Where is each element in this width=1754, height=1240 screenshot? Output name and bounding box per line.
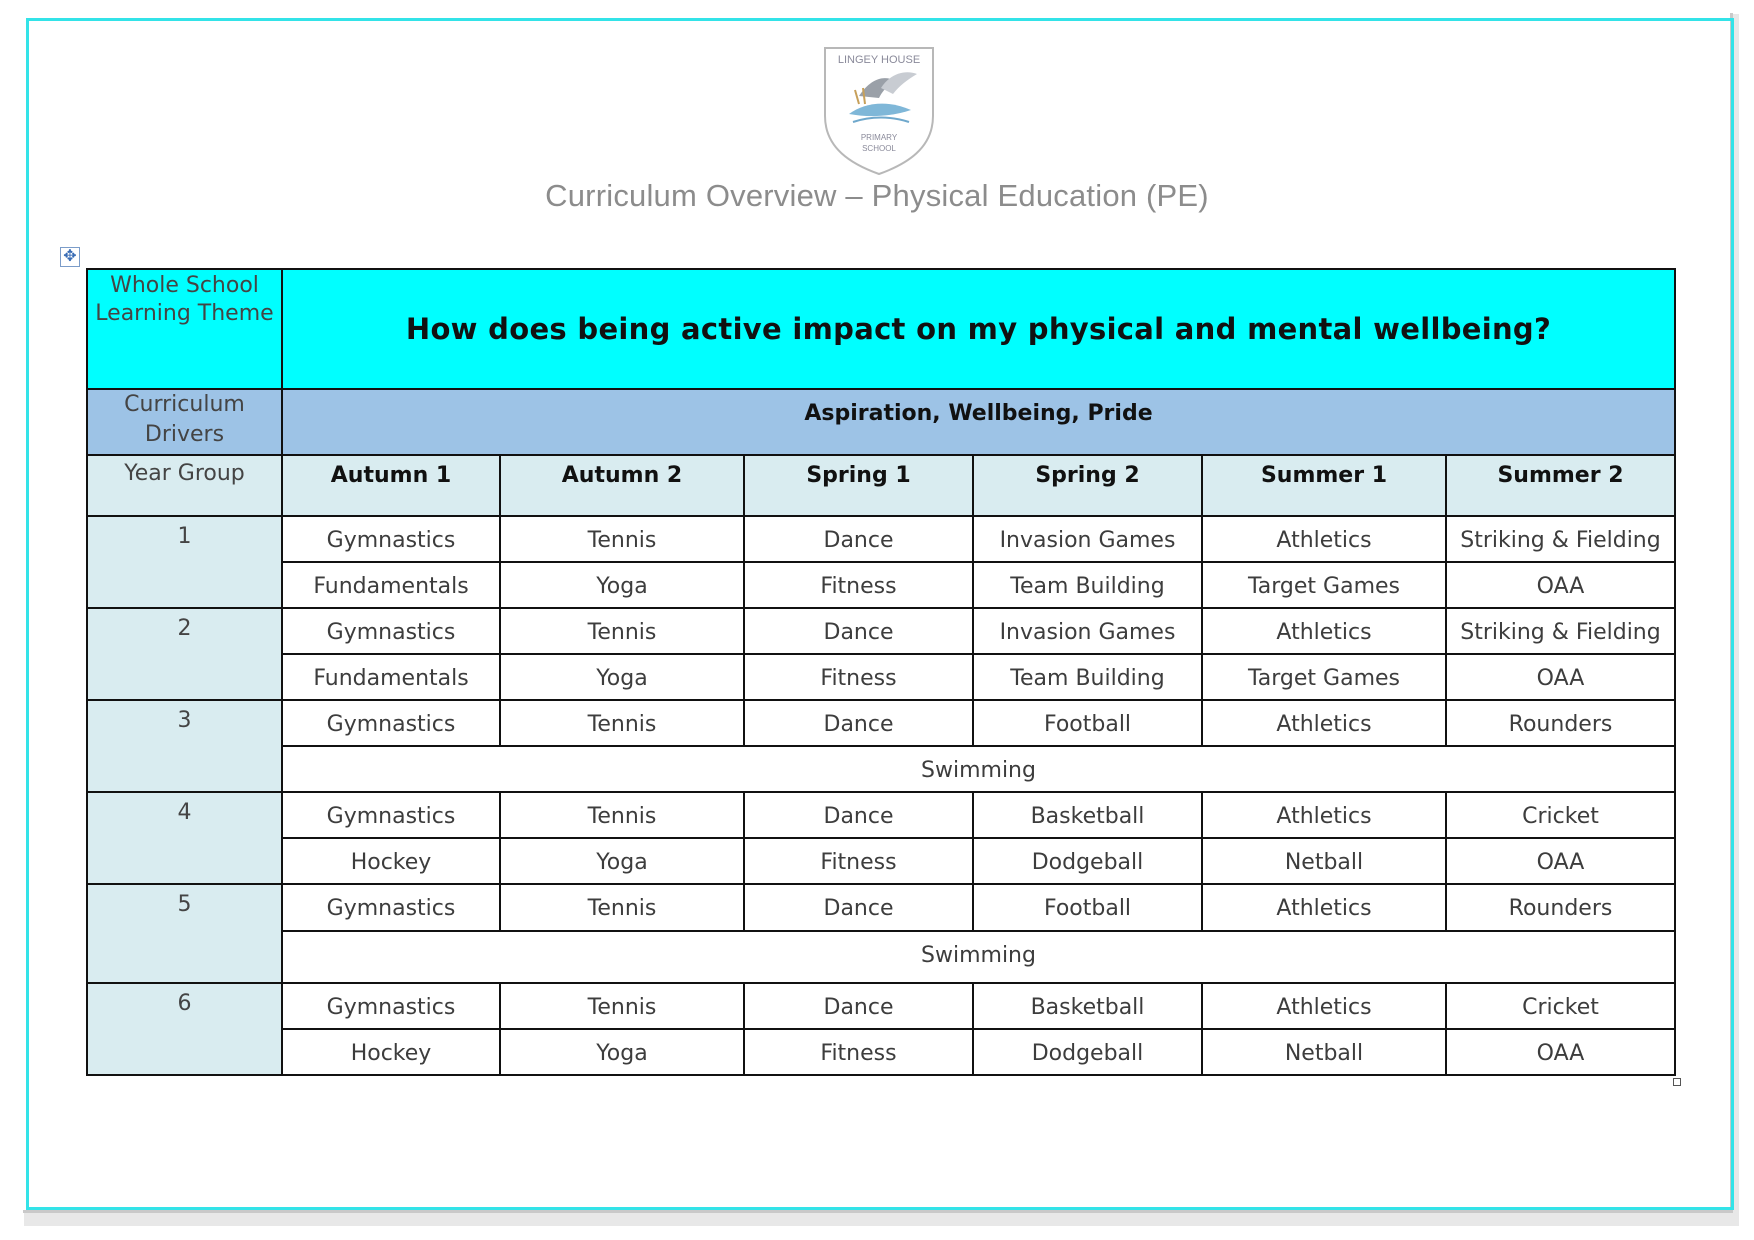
activity-cell: Dance	[744, 792, 973, 838]
activity-cell: Athletics	[1202, 792, 1446, 838]
year-group-cell: 3	[87, 700, 282, 792]
activity-cell: Basketball	[973, 983, 1202, 1029]
table-row	[87, 838, 1675, 884]
table-row	[87, 983, 1675, 1029]
term-header: Autumn 2	[500, 455, 744, 515]
table-row	[87, 516, 1675, 562]
activity-cell: Tennis	[500, 516, 744, 562]
activity-cell: Hockey	[282, 838, 500, 884]
activity-cell: Dance	[744, 608, 973, 654]
activity-cell: Striking & Fielding	[1446, 608, 1675, 654]
activity-cell: Yoga	[500, 1029, 744, 1075]
activity-cell: Team Building	[973, 562, 1202, 608]
activity-cell: Target Games	[1202, 562, 1446, 608]
activity-cell: Athletics	[1202, 608, 1446, 654]
term-header: Autumn 1	[282, 455, 500, 515]
table-row	[87, 700, 1675, 746]
theme-label: Whole School Learning Theme	[87, 269, 282, 389]
theme-question: How does being active impact on my physical and mental wellbeing?	[282, 269, 1675, 389]
activity-cell: Netball	[1202, 1029, 1446, 1075]
activity-cell: Target Games	[1202, 654, 1446, 700]
svg-text:LINGEY HOUSE: LINGEY HOUSE	[837, 54, 921, 66]
activity-cell: Gymnastics	[282, 516, 500, 562]
activity-cell: Dance	[744, 516, 973, 562]
svg-text:PRIMARY: PRIMARY	[860, 133, 898, 142]
svg-text:SCHOOL: SCHOOL	[862, 144, 896, 153]
table-row	[87, 654, 1675, 700]
activity-cell: Invasion Games	[973, 608, 1202, 654]
activity-cell: Gymnastics	[282, 792, 500, 838]
activity-cell: Athletics	[1202, 884, 1446, 930]
activity-cell: Rounders	[1446, 700, 1675, 746]
drivers-values: Aspiration, Wellbeing, Pride	[282, 389, 1675, 455]
activity-cell: Athletics	[1202, 700, 1446, 746]
activity-cell: OAA	[1446, 562, 1675, 608]
table-row	[87, 562, 1675, 608]
school-crest-logo	[819, 44, 939, 176]
activity-cell: Tennis	[500, 700, 744, 746]
activity-cell: Gymnastics	[282, 983, 500, 1029]
activity-cell: OAA	[1446, 838, 1675, 884]
move-handle-icon[interactable]: ✥	[60, 247, 80, 267]
activity-cell: Yoga	[500, 562, 744, 608]
resize-handle-icon[interactable]	[1673, 1078, 1681, 1086]
term-header: Summer 2	[1446, 455, 1675, 515]
activity-cell: Dance	[744, 983, 973, 1029]
activity-cell: Striking & Fielding	[1446, 516, 1675, 562]
activity-cell: Gymnastics	[282, 884, 500, 930]
activity-cell: Gymnastics	[282, 608, 500, 654]
term-header: Summer 1	[1202, 455, 1446, 515]
term-header: Spring 1	[744, 455, 973, 515]
activity-cell: Netball	[1202, 838, 1446, 884]
activity-cell: Tennis	[500, 884, 744, 930]
activity-cell: OAA	[1446, 1029, 1675, 1075]
activity-cell: Dodgeball	[973, 838, 1202, 884]
activity-cell: Fundamentals	[282, 654, 500, 700]
activity-cell: Fitness	[744, 838, 973, 884]
activity-cell: Dodgeball	[973, 1029, 1202, 1075]
year-group-cell: 4	[87, 792, 282, 884]
year-group-label: Year Group	[87, 455, 282, 515]
drivers-label: Curriculum Drivers	[87, 389, 282, 455]
curriculum-table	[86, 268, 1676, 1076]
year-group-cell: 5	[87, 884, 282, 982]
full-year-activity-cell: Swimming	[282, 931, 1675, 983]
table-row	[87, 792, 1675, 838]
activity-cell: Tennis	[500, 983, 744, 1029]
activity-cell: Cricket	[1446, 792, 1675, 838]
year-group-cell: 6	[87, 983, 282, 1075]
activity-cell: Fitness	[744, 562, 973, 608]
table-row	[87, 608, 1675, 654]
activity-cell: Tennis	[500, 792, 744, 838]
activity-cell: Athletics	[1202, 516, 1446, 562]
year-group-cell: 1	[87, 516, 282, 608]
activity-cell: Dance	[744, 700, 973, 746]
activity-cell: Dance	[744, 884, 973, 930]
table-row	[87, 884, 1675, 930]
activity-cell: Yoga	[500, 838, 744, 884]
activity-cell: Cricket	[1446, 983, 1675, 1029]
activity-cell: Team Building	[973, 654, 1202, 700]
table-row	[87, 746, 1675, 792]
term-header: Spring 2	[973, 455, 1202, 515]
table-row	[87, 1029, 1675, 1075]
activity-cell: Hockey	[282, 1029, 500, 1075]
activity-cell: OAA	[1446, 654, 1675, 700]
page-title: Curriculum Overview – Physical Education (PE)	[545, 178, 1209, 213]
activity-cell: Fundamentals	[282, 562, 500, 608]
activity-cell: Football	[973, 884, 1202, 930]
table-row	[87, 931, 1675, 983]
activity-cell: Football	[973, 700, 1202, 746]
full-year-activity-cell: Swimming	[282, 746, 1675, 792]
activity-cell: Basketball	[973, 792, 1202, 838]
year-group-cell: 2	[87, 608, 282, 700]
activity-cell: Fitness	[744, 654, 973, 700]
activity-cell: Fitness	[744, 1029, 973, 1075]
activity-cell: Tennis	[500, 608, 744, 654]
activity-cell: Athletics	[1202, 983, 1446, 1029]
activity-cell: Invasion Games	[973, 516, 1202, 562]
activity-cell: Gymnastics	[282, 700, 500, 746]
activity-cell: Yoga	[500, 654, 744, 700]
activity-cell: Rounders	[1446, 884, 1675, 930]
